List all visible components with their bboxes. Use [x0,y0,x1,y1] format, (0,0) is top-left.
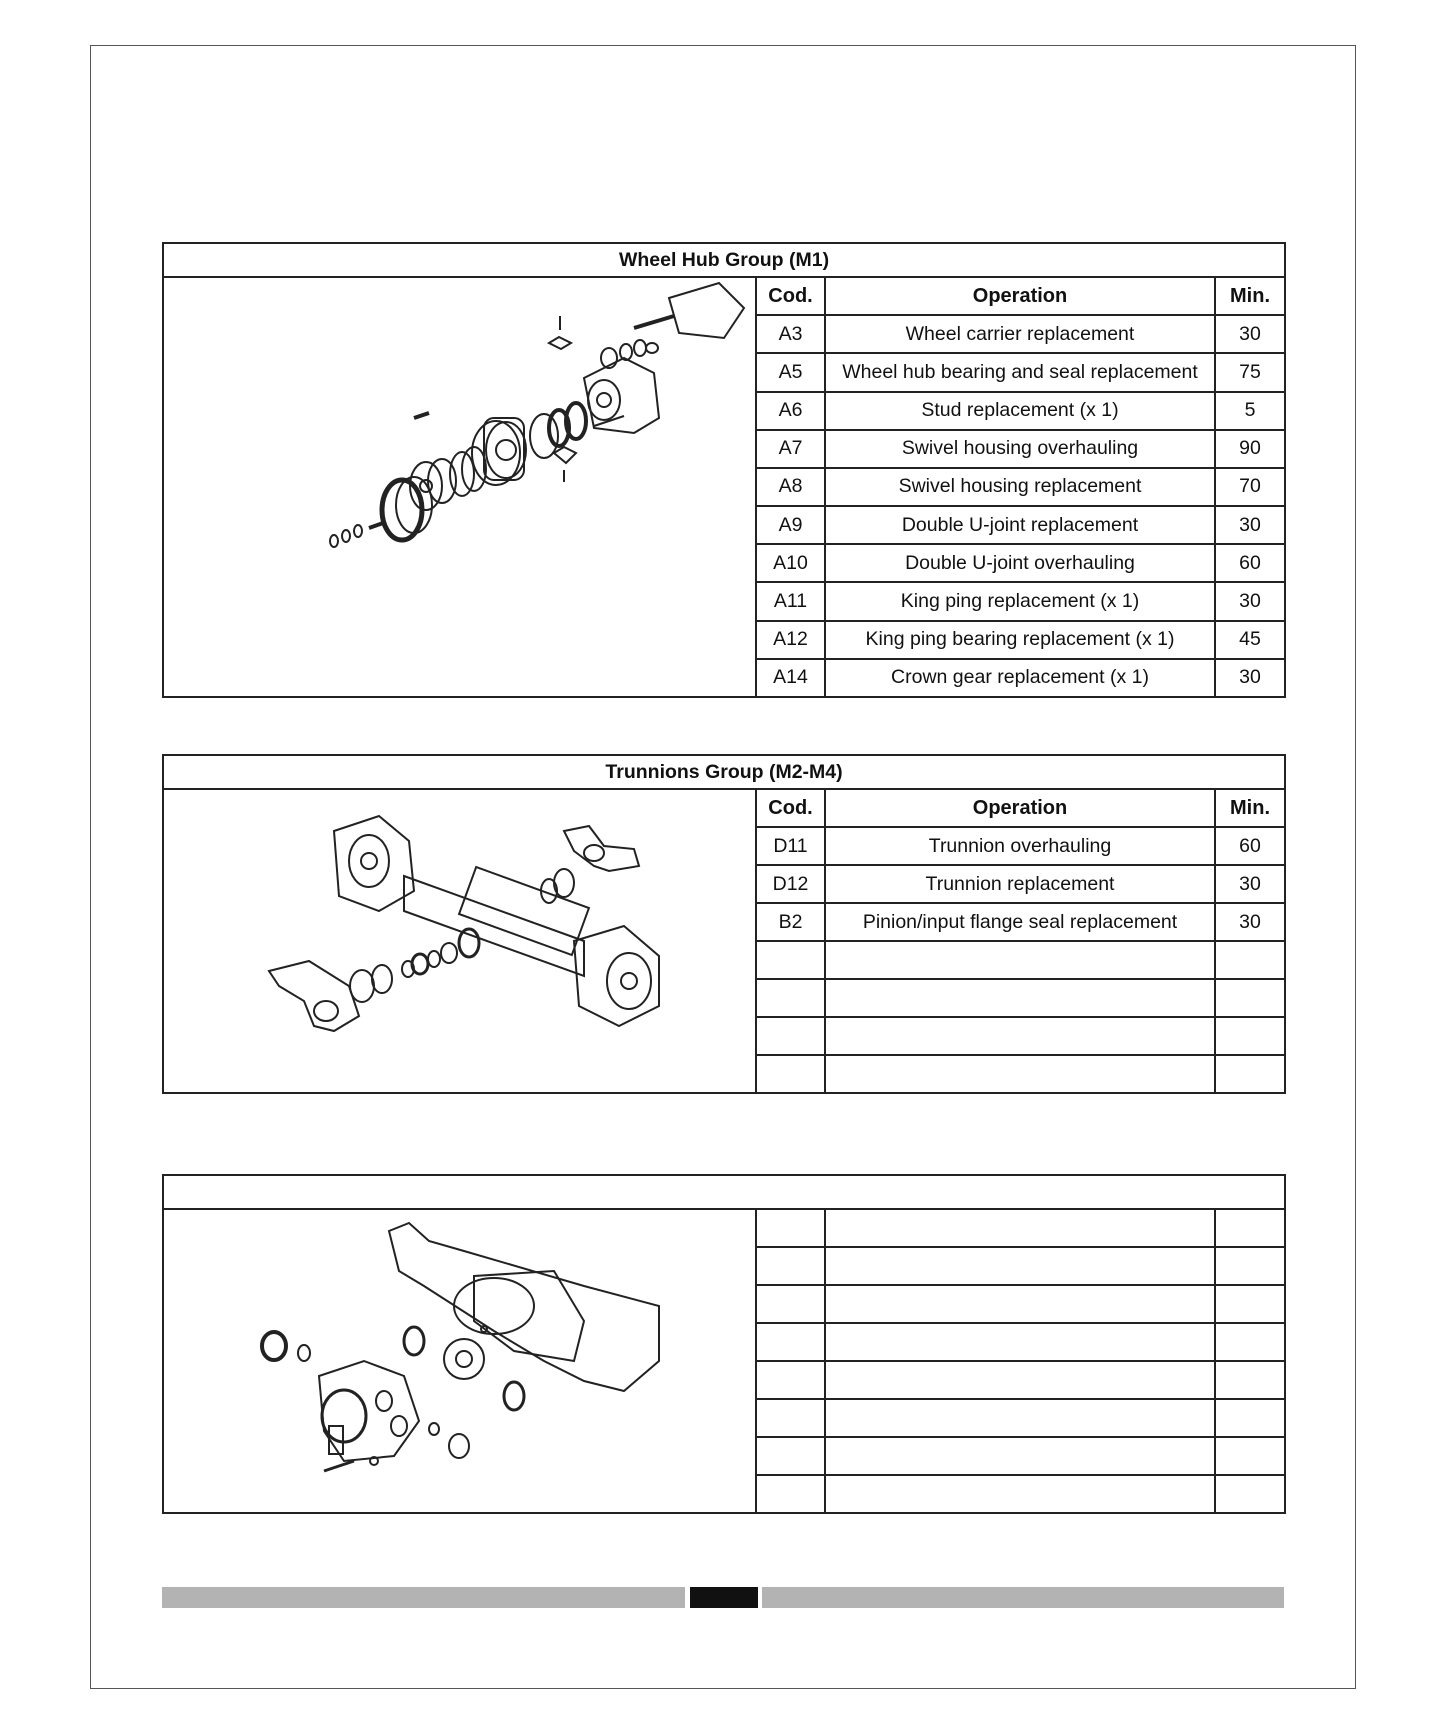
header-min: Min. [1215,277,1285,315]
row-min: 30 [1215,659,1285,697]
row-operation: King ping replacement (x 1) [825,582,1215,620]
row-min: 30 [1215,315,1285,353]
row-min: 70 [1215,468,1285,506]
row-code: A14 [756,659,825,697]
table-title-empty [163,1175,1285,1209]
header-code: Cod. [756,277,825,315]
row-code: D12 [756,865,825,903]
table-title: Trunnions Group (M2-M4) [163,755,1285,789]
row-min: 60 [1215,827,1285,865]
axle-assembly-diagram [163,789,756,1093]
row-min: 30 [1215,506,1285,544]
row-operation: King ping bearing replacement (x 1) [825,621,1215,659]
row-min: 90 [1215,430,1285,468]
row-operation: Trunnion overhauling [825,827,1215,865]
untitled-group-table [162,1174,1286,1514]
wheel-hub-group-table [162,242,1286,698]
row-min: 5 [1215,392,1285,430]
row-operation: Swivel housing overhauling [825,430,1215,468]
row-min: 30 [1215,865,1285,903]
row-min: 30 [1215,903,1285,941]
header-operation: Operation [825,277,1215,315]
row-code: A11 [756,582,825,620]
table-title: Wheel Hub Group (M1) [163,243,1285,277]
row-operation: Swivel housing replacement [825,468,1215,506]
footer-bar-right [762,1587,1284,1608]
differential-exploded-diagram [163,1209,756,1513]
wheel-hub-exploded-diagram [163,277,756,697]
header-min: Min. [1215,789,1285,827]
row-code: A8 [756,468,825,506]
row-code: D11 [756,827,825,865]
wheel-hub-drawing [164,278,756,696]
row-operation: Pinion/input flange seal replacement [825,903,1215,941]
row-operation: Double U-joint replacement [825,506,1215,544]
row-code: A7 [756,430,825,468]
row-min: 60 [1215,544,1285,582]
row-code: A9 [756,506,825,544]
row-code: A10 [756,544,825,582]
row-code: A6 [756,392,825,430]
row-code: A5 [756,353,825,391]
header-code: Cod. [756,789,825,827]
row-min: 45 [1215,621,1285,659]
row-operation: Stud replacement (x 1) [825,392,1215,430]
header-operation: Operation [825,789,1215,827]
row-operation: Wheel hub bearing and seal replacement [825,353,1215,391]
row-min: 30 [1215,582,1285,620]
row-min: 75 [1215,353,1285,391]
row-code: B2 [756,903,825,941]
row-operation: Crown gear replacement (x 1) [825,659,1215,697]
row-operation: Trunnion replacement [825,865,1215,903]
row-code: A3 [756,315,825,353]
footer-page-marker [690,1587,758,1608]
differential-drawing [164,1211,756,1511]
footer-bar-left [162,1587,685,1608]
row-code: A12 [756,621,825,659]
row-operation: Double U-joint overhauling [825,544,1215,582]
trunnion-drawing [164,791,756,1091]
trunnions-group-table [162,754,1286,1094]
row-operation: Wheel carrier replacement [825,315,1215,353]
